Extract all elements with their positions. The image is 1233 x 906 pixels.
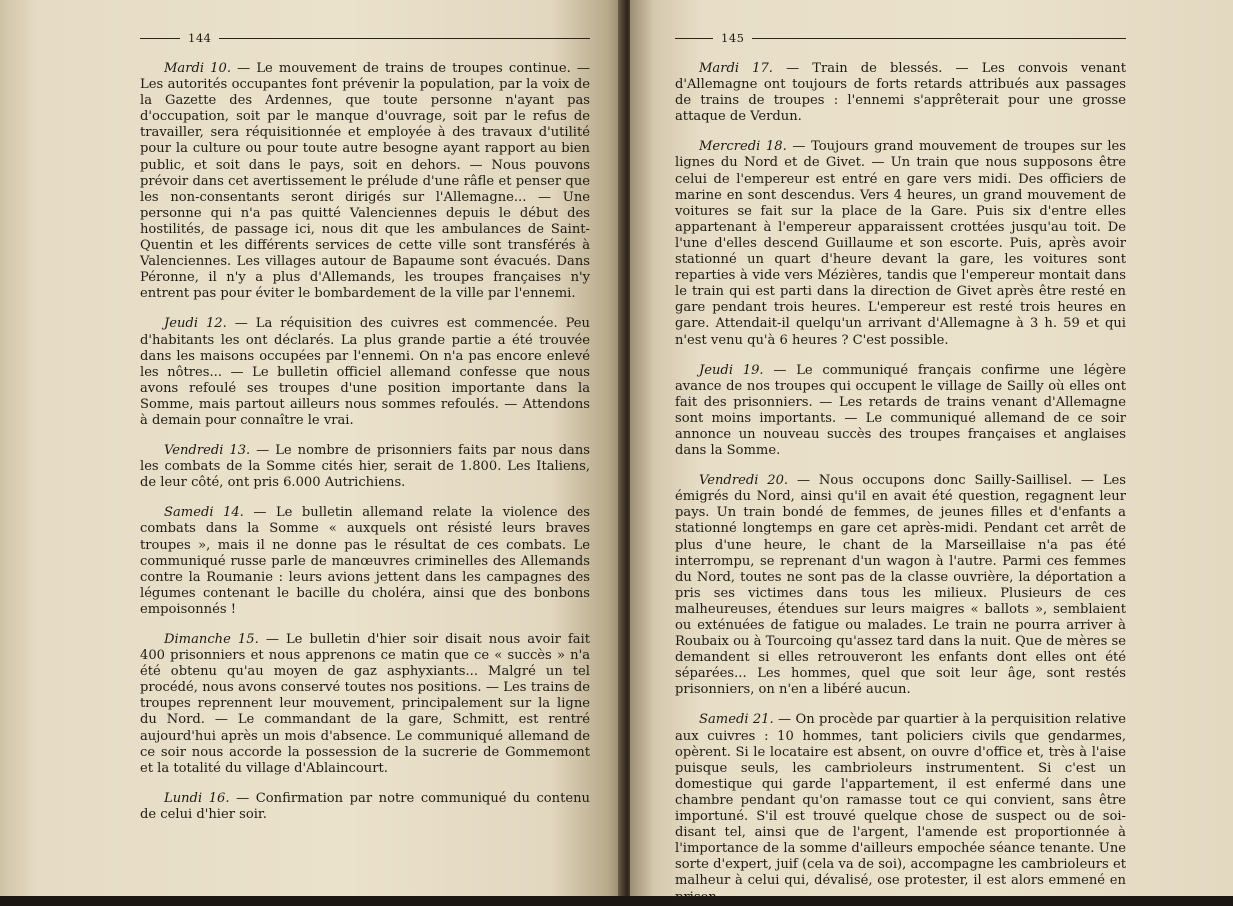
entry-text: — Le communiqué français confirme une légère avance de nos troupes qui occupent le village de Sailly où elles ont fait des prisonniers. — Les retards de trains venant d'Allemagne sont moins importants. — Le communiqué allemand de ce soir annonce un nouveau succès des troupes françaises et anglaises dans la Somme. (675, 362, 1126, 459)
entry-text: — Le mouvement de trains de troupes continue. — Les autorités occupantes font prévenir la population, par la voix de la Gazette des Ardennes, que toute personne n'ayant pas d'occupation, soit par le manque d'ouvrage, soit par le refus de travailler, sera réquisitionnée et employée à des travaux d'utilité pour la culture ou pour toute autre besogne ayant rapport au bien public, et soit dans le pays, soit en dehors. — Nous pouvons prévoir dans cet avertissement le prélude d'une râfle et penser que les non-consentants seront dirigés sur l'Allemagne... — Une personne qui n'a pas quitté Valenciennes depuis le début des hostilités, de passage ici, nous dit que les ambulances de Saint-Quentin et les différents services de cette ville sont transférés à Valenciennes. Les villages autour de Bapaume sont évacués. Dans Péronne, il n'y a plus d'Allemands, les troupes françaises n'y entrent pas pour éviter le bombardement de la ville par l'ennemi. (140, 61, 590, 302)
diary-entry (675, 363, 1126, 460)
diary-entry (140, 316, 590, 429)
entry-day: Vendredi 13. (164, 443, 251, 459)
entry-text: — On procède par quartier à la perquisition relative aux cuivres : 10 hommes, tant policiers civils que gendarmes, opèrent. Si le locataire est absent, on ouvre d'office et, très à l'aise puisque seuls, les cambrioleurs instrumentent. Si c'est un domestique qui garde l'appartement, il est enfermé dans une chambre pendant qu'on ramasse tout ce qui convient, sans être importuné. S'il est trouvé quelque chose de suspect ou de soi-disant tel, ainsi que de l'argent, l'amende est proportionnée à l'importance de la somme d'ailleurs empochée séance tenante. Une sorte d'expert, juif (cela va de soi), accompagne les cambrioleurs et malheur à celui qui, dévalisé, ose protester, il est alors emmené en prison. (675, 712, 1126, 905)
diary-entry (140, 443, 590, 491)
header-rule (219, 38, 590, 39)
running-head-left (140, 28, 590, 48)
diary-entry (140, 61, 590, 302)
entry-day: Jeudi 12. (164, 316, 227, 332)
diary-entry (140, 791, 590, 823)
right-page (630, 0, 1233, 905)
entry-text: — Le bulletin d'hier soir disait nous avoir fait 400 prisonniers et nous apprenons ce matin que ce « succès » n'a été obtenu qu'au moyen de gaz asphyxiants... Malgré un tel procédé, nous avons conservé toutes nos positions. — Les trains de troupes reprennent leur mouvement, principalement sur la ligne du Nord. — Le commandant de la gare, Schmitt, est rentré aujourd'hui après un mois d'absence. Le communiqué allemand de ce soir nous accorde la possession de la sucrerie de Gommemont et la totalité du village d'Ablaincourt. (140, 632, 590, 776)
entry-text: — Confirmation par notre communiqué du contenu de celui d'hier soir. (140, 790, 590, 822)
entry-text: — Le bulletin allemand relate la violence des combats dans la Somme « auxquels ont résisté leurs braves troupes », mais il ne donne pas le résultat de ces combats. Le communiqué russe parle de manœuvres criminelles des Allemands contre la Roumanie : leurs avions jettent dans les campagnes des légumes contenant le bacille du choléra, ainsi que des bonbons empoisonnés ! (140, 505, 590, 617)
diary-entry (140, 505, 590, 618)
header-rule (140, 38, 180, 39)
entry-day: Dimanche 15. (164, 632, 259, 647)
entry-day: Lundi 16. (164, 790, 230, 806)
entry-text: — Train de blessés. — Les convois venant d'Allemagne ont toujours de forts retards attribués aux passages de trains de troupes : l'ennemi s'apprêterait pour une grosse attaque de Verdun. (675, 61, 1126, 125)
diary-entry (675, 712, 1126, 905)
entry-day: Samedi 14. (164, 505, 244, 521)
page-number: 145 (721, 31, 745, 45)
diary-entry (675, 473, 1126, 698)
running-head-right (675, 28, 1126, 48)
entry-text: — La réquisition des cuivres est commencée. Peu d'habitants les ont déclarés. La plus grande partie a été trouvée dans les maisons occupées par l'ennemi. On n'a pas encore enlevé les nôtres... — Le bulletin officiel allemand confesse que nous avons refoulé ses troupes d'une position importante dans la Somme, mais partout ailleurs nous sommes refoulés. — Attendons à demain pour connaître le vrai. (140, 316, 590, 428)
diary-entry (675, 139, 1126, 348)
entry-text: — Toujours grand mouvement de troupes sur les lignes du Nord et de Givet. — Un train que nous supposons être celui de l'empereur est entré en gare vers midi. Des officiers de marine en sont descendus. Vers 4 heures, un grand mouvement de voitures se fait sur la place de la Gare. Puis six d'entre elles appartenant à l'empereur apparaissent crottées jusqu'au toit. De l'une d'elles descend Guillaume et son escorte. Puis, après avoir stationné un quart d'heure devant la gare, les voitures sont reparties à vide vers Mézières, tandis que l'empereur montait dans le train qui est parti dans la direction de Givet après être resté en gare pendant trois heures. L'empereur est resté trois heures en gare. Attendait-il quelqu'un arrivant d'Allemagne à 3 h. 59 et qui n'est venu qu'à 6 heures ? C'est possible. (675, 139, 1126, 348)
entry-day: Jeudi 19. (699, 362, 764, 378)
entry-day: Mardi 17. (699, 61, 773, 76)
diary-entry (675, 61, 1126, 125)
header-rule (675, 38, 713, 39)
diary-entry (140, 632, 590, 777)
entry-day: Mardi 10. (164, 61, 231, 76)
header-rule (752, 38, 1126, 39)
entry-text: — Le nombre de prisonniers faits par nous dans les combats de la Somme cités hier, serait de 1.800. Les Italiens, de leur côté, ont pris 6.000 Autrichiens. (140, 443, 590, 491)
entry-text: — Nous occupons donc Sailly-Saillisel. — Les émigrés du Nord, ainsi qu'il en avait été question, regagnent leur pays. Un train bondé de femmes, de jeunes filles et d'enfants a stationné longtemps en gare cet après-midi. Pendant cet arrêt de plus d'une heure, le chant de la Marseillaise n'a pas été interrompu, se reprenant d'un wagon à l'autre. Parmi ces femmes du Nord, toutes ne sont pas de la classe ouvrière, la déportation a pris ses victimes dans tous les milieux. Plusieurs de ces malheureuses, étendues sur leurs maigres « ballots », semblaient ou exténuées de fatigue ou malades. Le train ne pourra arriver à Roubaix ou à Tourcoing qu'assez tard dans la nuit. Que de mères se demandent si elles retrouveront les enfants dont elles ont été séparées... Les hommes, quel que soit leur âge, sont restés prisonniers, on n'en a libéré aucun. (675, 473, 1126, 698)
entry-day: Mercredi 18. (699, 139, 787, 155)
entry-day: Samedi 21. (699, 712, 774, 728)
entry-day: Vendredi 20. (699, 473, 789, 489)
page-number: 144 (188, 31, 212, 45)
